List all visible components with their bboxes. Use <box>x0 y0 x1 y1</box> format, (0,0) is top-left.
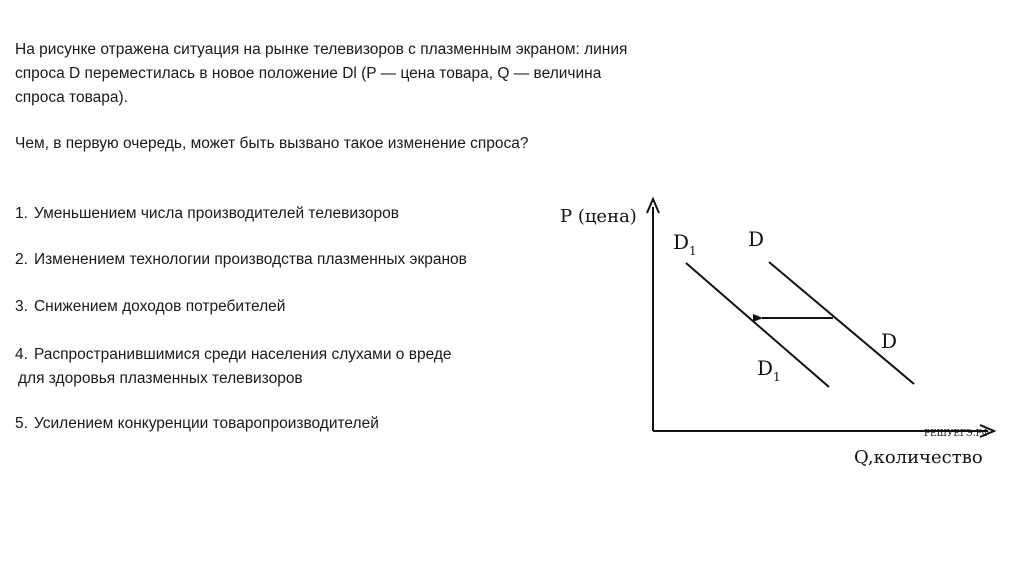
option-number: 2. <box>15 251 28 268</box>
y-axis-label: P (цена) <box>560 206 637 227</box>
answer-option-3 <box>15 295 555 319</box>
intro-paragraph: На рисунке отражена ситуация на рынке телевизоров с плазменным экраном: линия спроса D переместилась в новое положение Dl (P — цена товара, Q — величина спроса товара). <box>15 41 628 106</box>
x-axis-label: Q,количество <box>854 447 983 468</box>
d-bottom-label: D <box>881 329 898 353</box>
option-number: 1. <box>15 205 28 222</box>
option-number: 5. <box>15 415 28 432</box>
demand-curve-d <box>769 262 914 384</box>
answer-option-1 <box>15 202 555 226</box>
option-text: Распространившимися среди населения слухами о вреде <box>33 346 452 363</box>
option-number: 3. <box>15 298 28 315</box>
option-text-continuation: для здоровья плазменных телевизоров <box>18 370 303 387</box>
d1-bottom-label: $D_1$ <box>757 356 781 384</box>
watermark-text: РЕШУЕГЭ.РФ <box>924 429 990 439</box>
d1-top-label: $D_1$ <box>673 230 697 258</box>
option-text: Уменьшением числа производителей телевизоров <box>33 205 400 222</box>
option-number: 4. <box>15 346 28 363</box>
answer-option-2 <box>15 248 555 272</box>
answer-option-4 <box>15 343 555 391</box>
d-top-label: D <box>748 227 765 251</box>
option-text: Снижением доходов потребителей <box>33 298 286 315</box>
demand-shift-diagram <box>540 185 1010 475</box>
answer-option-5 <box>15 412 555 436</box>
question-text: Чем, в первую очередь, может быть вызвано такое изменение спроса? <box>15 135 529 152</box>
option-text: Усилением конкуренции товаропроизводителей <box>33 415 379 432</box>
option-text: Изменением технологии производства плазменных экранов <box>33 251 467 268</box>
